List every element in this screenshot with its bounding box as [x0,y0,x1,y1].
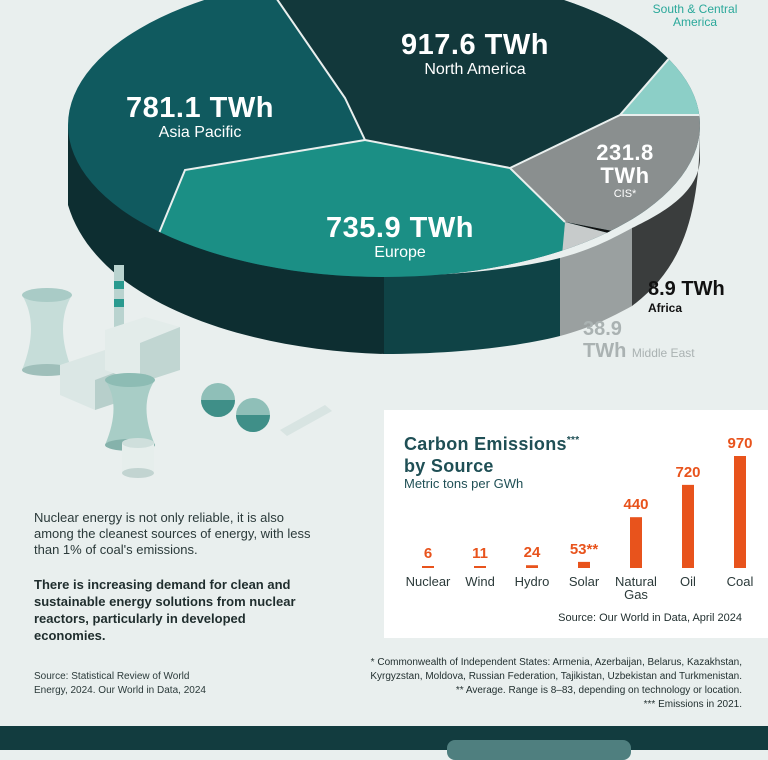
bar-natural-gas [630,517,642,568]
emissions-title-line1: Carbon Emissions [404,434,567,454]
bar-nuclear [422,566,434,568]
cis-name: CIS* [613,188,637,201]
emissions-title-line2: by Source [404,456,494,476]
label-africa [648,278,725,315]
bold-text: There is increasing demand for clean and sustainable energy solutions from nuclear reactors, particularly in developed economies. [34,577,296,643]
footnote-1: * Commonwealth of Independent States: Armenia, Azerbaijan, Belarus, Kazakhstan, [370,657,742,668]
middle-east-name: Middle East [631,346,695,360]
asia-pacific-name: Asia Pacific [158,124,242,142]
asia-pacific-value: 781.1 TWh [126,92,274,124]
bar-wind [474,566,486,568]
bar-solar [578,562,590,568]
cis-value-line2: TWh [600,163,650,189]
label-cis [570,141,680,200]
value-label-6: 970 [727,435,753,452]
value-label-2: 24 [523,544,541,562]
left-source-line2: Energy, 2024. Our World in Data, 2024 [34,685,206,696]
category-label-4-0: Natural [615,574,657,589]
europe-name: Europe [374,244,426,262]
nuclear-plant-illustration [10,255,350,495]
category-label-1-0: Wind [465,574,495,589]
footer-bar [0,726,768,750]
bar-oil [682,485,694,568]
category-label-4-1: Gas [624,587,648,602]
body-text: Nuclear energy is not only reliable, it is also among the cleanest sources of energy, with less than 1% of coal's emissions. [34,510,311,557]
label-middle-east [583,318,695,364]
emissions-subtitle: Metric tons per GWh [404,476,524,491]
bar-hydro [526,565,538,568]
footnote-3: ** Average. Range is 8–83, depending on technology or location. [455,685,742,696]
emissions-panel [384,410,768,638]
emissions-source: Source: Our World in Data, April 2024 [558,612,742,624]
cis-value-line1: 231.8 [596,140,654,165]
footer-button[interactable] [447,740,631,760]
footnote-2: Kyrgyzstan, Moldova, Russian Federation, Tajikistan, Uzbekistan and Turkmenistan. [370,671,742,682]
sca-line1: South & Central [652,2,738,16]
emissions-bar-chart [384,410,768,638]
label-asia-pacific [100,93,300,142]
bar-coal [734,456,746,568]
label-north-america [370,30,580,79]
middle-east-value-line2 [583,340,695,364]
north-america-name: North America [424,61,526,79]
footnotes [322,656,742,712]
category-label-0-0: Nuclear [405,574,451,589]
middle-east-unit: TWh [583,340,627,362]
category-label-6-0: Coal [726,574,754,589]
north-america-value: 917.6 TWh [401,29,549,61]
left-source [34,670,254,698]
africa-name: Africa [648,301,683,315]
left-source-line1: Source: Statistical Review of World [34,671,190,682]
europe-value: 735.9 TWh [326,212,474,244]
footnote-4: *** Emissions in 2021. [643,699,742,710]
value-label-3: 53** [569,540,599,558]
value-label-0: 6 [423,545,433,562]
emissions-title-sup: *** [566,435,580,446]
value-label-4: 440 [623,496,649,514]
value-label-5: 720 [675,463,701,481]
middle-east-value-line1: 38.9 [583,318,622,340]
value-label-1: 11 [472,545,488,562]
category-label-3-0: Solar [568,574,600,589]
label-south-central-america [640,3,750,29]
africa-value: 8.9 TWh [648,278,725,300]
category-label-5-0: Oil [680,574,696,589]
category-label-2-0: Hydro [514,574,550,589]
sca-line2: America [672,15,717,29]
